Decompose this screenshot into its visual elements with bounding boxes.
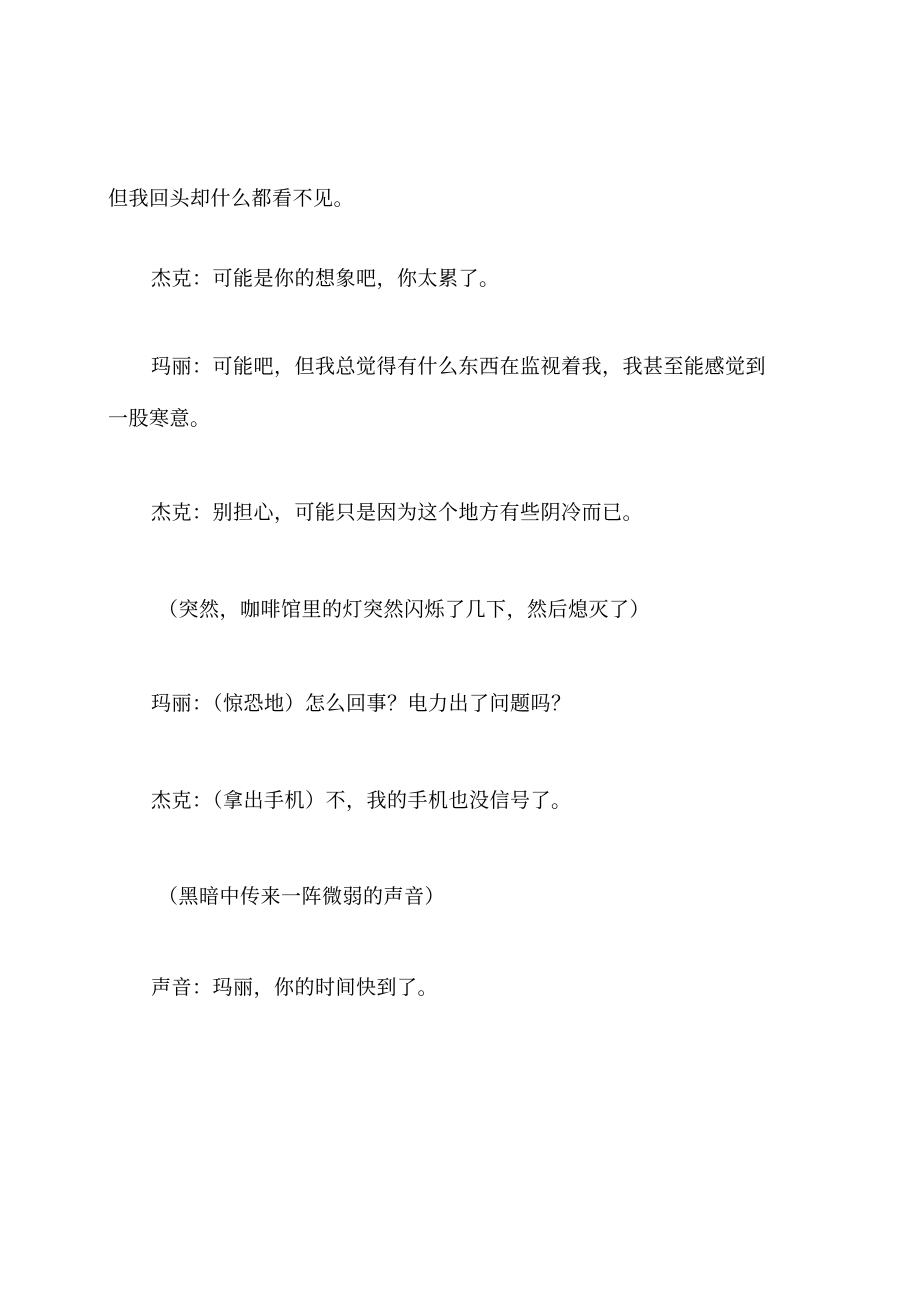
paragraph-continuation-line: 但我回头却什么都看不见。 — [108, 186, 354, 210]
dialogue-line-mary-continuation: 一股寒意。 — [108, 406, 211, 430]
stage-direction: （突然，咖啡馆里的灯突然闪烁了几下，然后熄灭了） — [158, 597, 650, 621]
stage-direction: （黑暗中传来一阵微弱的声音） — [158, 884, 445, 908]
dialogue-line-jack: 杰克：（拿出手机）不，我的手机也没信号了。 — [151, 788, 572, 812]
dialogue-line-mary: 玛丽：可能吧，但我总觉得有什么东西在监视着我，我甚至能感觉到 — [151, 354, 766, 378]
dialogue-line-jack: 杰克：可能是你的想象吧，你太累了。 — [151, 266, 500, 290]
dialogue-line-voice: 声音：玛丽，你的时间快到了。 — [151, 975, 438, 999]
dialogue-line-mary: 玛丽：（惊恐地）怎么回事？电力出了问题吗？ — [151, 691, 572, 715]
dialogue-line-jack: 杰克：别担心，可能只是因为这个地方有些阴冷而已。 — [151, 500, 643, 524]
